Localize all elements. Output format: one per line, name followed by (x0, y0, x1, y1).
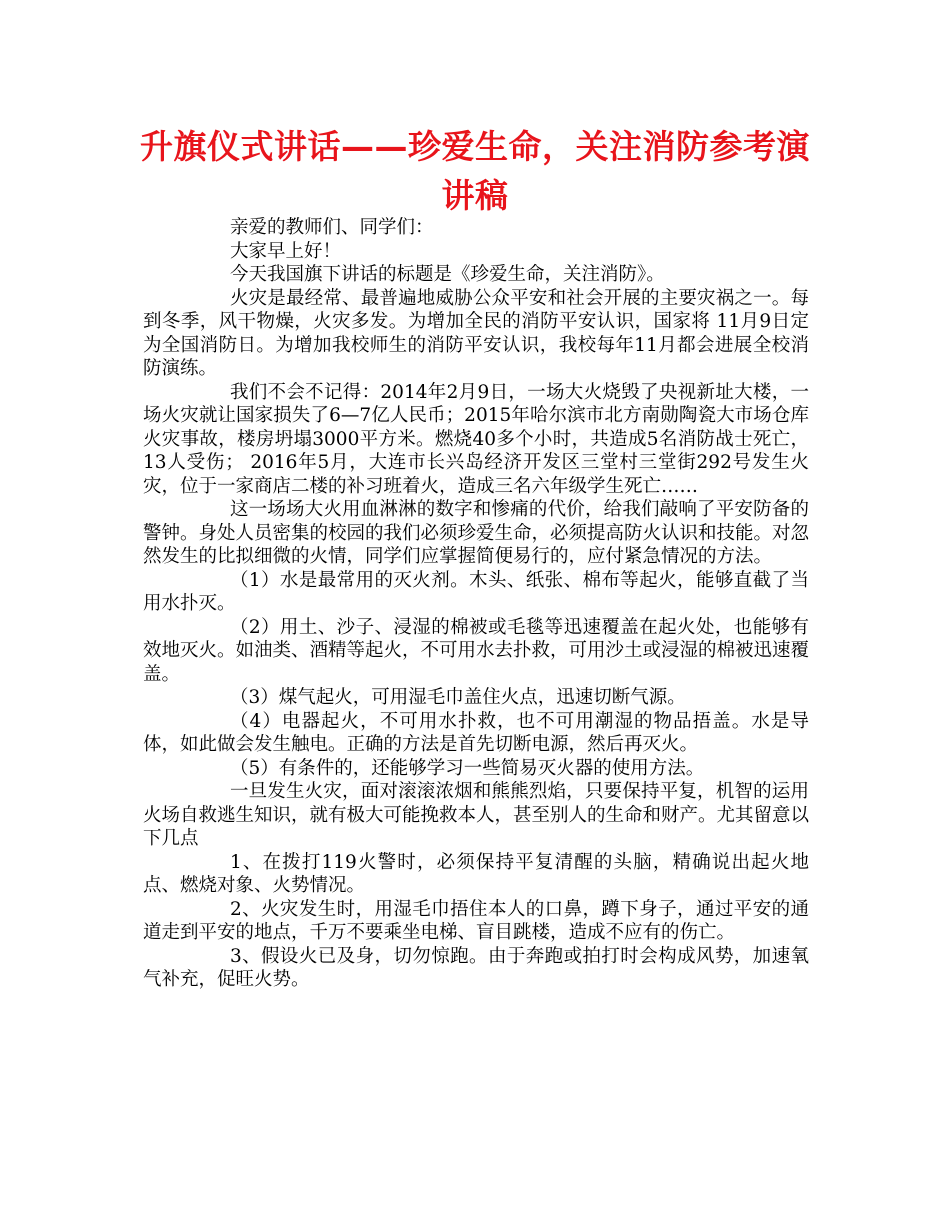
method-item-2: （2）用土、沙子、浸湿的棉被或毛毯等迅速覆盖在起火处，也能够有效地灭火。如油类、酒精等起火，不可用水去扑救，可用沙土或浸湿的棉被迅速覆盖。 (143, 616, 810, 685)
escape-intro-paragraph: 一旦发生火灾，面对滚滚浓烟和熊熊烈焰，只要保持平复，机智的运用火场自救逃生知识，就有极大可能挽救本人，甚至别人的生命和财产。尤其留意以下几点 (143, 781, 810, 849)
document-body (143, 216, 809, 992)
method-item-5: （5）有条件的，还能够学习一些简易灭火器的使用方法。 (229, 757, 705, 779)
topic-paragraph: 今天我国旗下讲话的标题是《珍爱生命，关注消防》。 (229, 264, 665, 285)
method-item-1: （1）水是最常用的灭火剂。木头、纸张、棉布等起火，能够直截了当用水扑灭。 (143, 569, 809, 614)
greeting-paragraph: 大家早上好！ (229, 240, 341, 262)
document-title: 升旗仪式讲话——珍爱生命，关注消防参考演讲稿 (140, 127, 810, 215)
method-item-3: （3）煤气起火，可用湿毛巾盖住火点，迅速切断气源。 (229, 687, 686, 708)
fire-incidents-paragraph: 我们不会不记得：2014年2月9日，一场大火烧毁了央视新址大楼，一场火灾就让国家损失了6—7亿人民币；2015年哈尔滨市北方南勋陶瓷大市场仓库火灾事故，楼房坍塌3000平方米。燃烧40多个小时，共造成5名消防战士死亡，13人受伤； 2016年5月，大连市长兴岛经济开发区三堂村三堂街292号发生火灾，位于一家商店二楼的补习班着火，造成三名六年级学生死亡…… (143, 381, 809, 497)
escape-point-3: 3、假设火已及身，切勿惊跑。由于奔跑或拍打时会构成风势，加速氧气补充，促旺火势。 (143, 945, 809, 990)
escape-point-2: 2、火灾发生时，用湿毛巾捂住本人的口鼻，蹲下身子，通过平安的通道走到平安的地点，千万不要乘坐电梯、盲目跳楼，造成不应有的伤亡。 (143, 898, 809, 943)
method-item-4: （4）电器起火，不可用水扑救，也不可用潮湿的物品捂盖。水是导体，如此做会发生触电。正确的方法是首先切断电源，然后再灭火。 (143, 710, 809, 755)
salutation-paragraph: 亲爱的教师们、同学们： (229, 217, 434, 238)
fire-hazard-paragraph: 火灾是最经常、最普遍地威胁公众平安和社会开展的主要灾祸之一。每到冬季，风干物燥，火灾多发。为增加全民的消防平安认识，国家将 11月9日定为全国消防日。为增加我校师生的消防平安认识，我校每年11月都会进展全校消防演练。 (143, 287, 809, 379)
warning-paragraph: 这一场场大火用血淋淋的数字和惨痛的代价，给我们敲响了平安防备的警钟。身处人员密集的校园的我们必须珍爱生命，必须提高防火认识和技能。对忽然发生的比拟细微的火情，同学们应掌握简便易行的，应付紧急情况的方法。 (143, 499, 810, 567)
escape-point-1: 1、在拨打119火警时，必须保持平复清醒的头脑，精确说出起火地点、燃烧对象、火势情况。 (143, 851, 809, 896)
